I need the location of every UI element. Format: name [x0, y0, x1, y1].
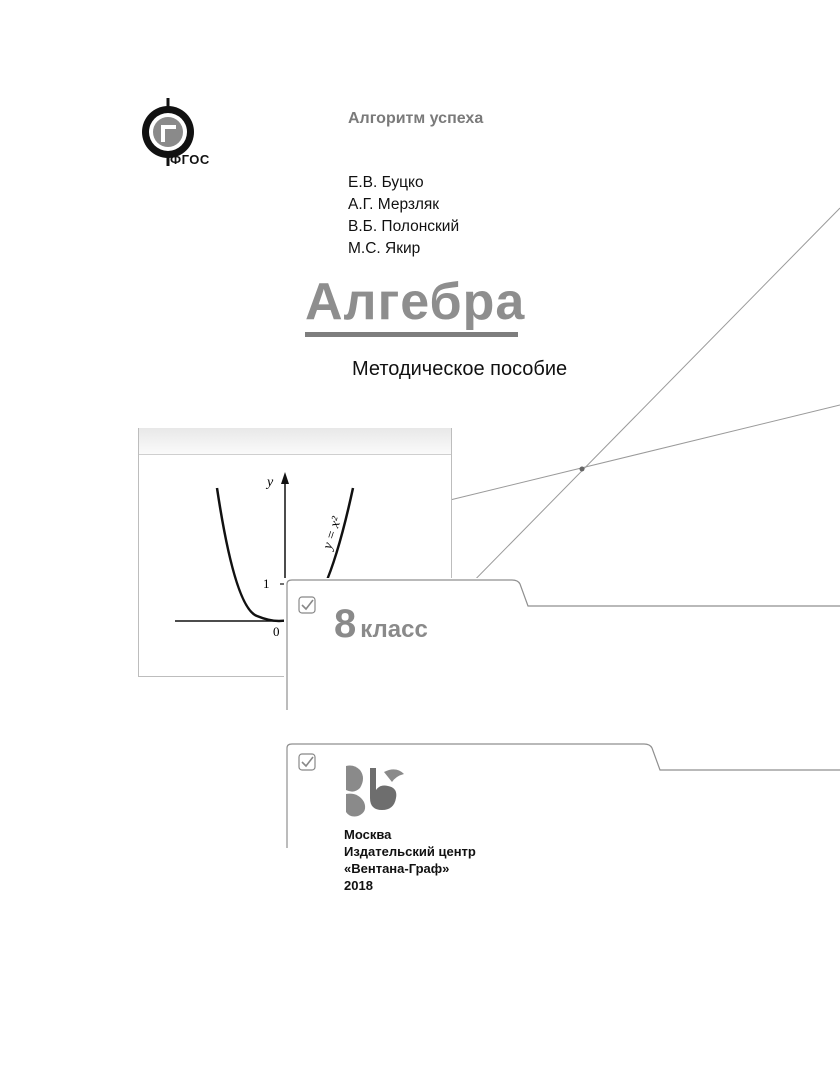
- intersection-point: [580, 467, 585, 472]
- series-name: Алгоритм успеха: [348, 110, 484, 127]
- tick-label: 1: [263, 576, 270, 591]
- author: М.С. Якир: [348, 240, 421, 257]
- author-list: [348, 172, 459, 260]
- book-subtitle: Методическое пособие: [352, 358, 568, 380]
- imprint-publisher-line2: «Вентана-Граф»: [344, 861, 450, 876]
- grade-label: [334, 602, 428, 647]
- title-underline: [305, 332, 518, 337]
- y-axis-label: y: [267, 475, 274, 490]
- origin-label: 0: [273, 624, 280, 639]
- fgos-label: ФГОС: [170, 152, 210, 167]
- grade-number: 8: [334, 602, 357, 646]
- imprint-year: 2018: [344, 878, 373, 893]
- book-title: Алгебра: [305, 273, 526, 331]
- imprint: [344, 826, 476, 894]
- imprint-publisher-line1: Издательский центр: [344, 844, 476, 859]
- ventana-graf-logo-icon: [344, 764, 406, 818]
- checkbox-icon: [299, 754, 315, 770]
- grade-word: класс: [360, 616, 428, 643]
- author: В.Б. Полонский: [348, 218, 460, 235]
- curve-label: y = x²: [320, 515, 346, 552]
- imprint-city: Москва: [344, 827, 392, 842]
- checkbox-icon: [299, 597, 315, 613]
- y-axis-arrow-icon: [281, 472, 289, 484]
- author: Е.В. Буцко: [348, 174, 424, 191]
- author: А.Г. Мерзляк: [348, 196, 440, 213]
